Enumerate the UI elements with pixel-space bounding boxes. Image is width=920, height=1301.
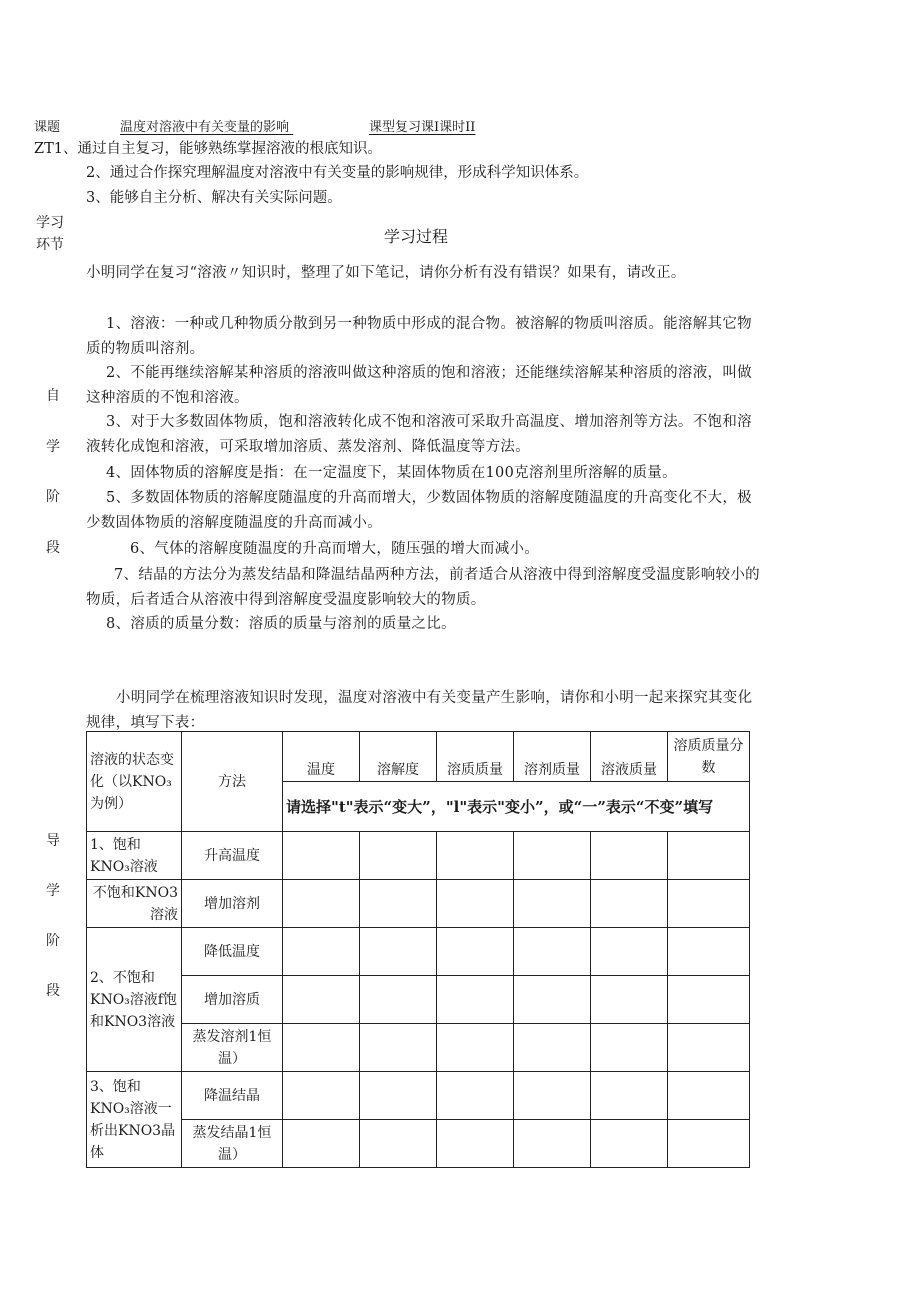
state-group-3: 3、饱和KNO₃溶液一析出KNO3晶体	[87, 1072, 182, 1168]
header-solvent-mass: 溶剂质量	[514, 732, 591, 782]
answer-cell[interactable]	[668, 1024, 750, 1072]
answer-cell[interactable]	[591, 1120, 668, 1168]
process-title: 学习过程	[384, 227, 449, 246]
answer-cell[interactable]	[360, 1024, 437, 1072]
answer-cell[interactable]	[360, 1120, 437, 1168]
header-solubility: 溶解度	[360, 732, 437, 782]
note-7: 7、结晶的方法分为蒸发结晶和降温结晶两种方法，前者适合从溶液中得到溶解度受温度影响较小的物质，后者适合从溶液中得到溶解度受温度影响较大的物质。	[86, 567, 760, 608]
objective-1: ZT1、通过自主复习，能够熟练掌握溶液的根底知识。	[34, 141, 382, 157]
note-2: 2、不能再继续溶解某种溶质的溶液叫做这种溶质的饱和溶液；还能继续溶解某种溶质的溶液，叫做这种溶质的不饱和溶液。	[86, 365, 752, 406]
answer-cell[interactable]	[514, 1024, 591, 1072]
header-temperature: 温度	[283, 732, 360, 782]
answer-cell[interactable]	[437, 832, 514, 880]
answer-cell[interactable]	[360, 832, 437, 880]
answer-cell[interactable]	[360, 880, 437, 928]
guide-intro: 小明同学在梳理溶液知识时发现，温度对溶液中有关变量产生影响，请你和小明一起来探究其变化规律，填写下表：	[86, 690, 753, 731]
header-solution-mass: 溶液质量	[591, 732, 668, 782]
method-raise-temp: 升高温度	[182, 832, 283, 880]
self-study-char-2: 学	[46, 439, 60, 455]
lesson-title: 温度对溶液中有关变量的影响	[120, 120, 290, 135]
guided-study-char-2: 学	[46, 883, 60, 899]
self-study-char-4: 段	[46, 540, 60, 556]
note-3: 3、对于大多数固体物质，饱和溶液转化成不饱和溶液可采取升高温度、增加溶剂等方法。不饱和溶液转化成饱和溶液，可采取增加溶质、蒸发溶剂、降低温度等方法。	[86, 414, 752, 455]
answer-cell[interactable]	[283, 1120, 360, 1168]
guided-study-char-4: 段	[46, 983, 60, 999]
method-lower-temp: 降低温度	[182, 928, 283, 976]
note-8: 8、溶质的质量分数：溶质的质量与溶剂的质量之比。	[106, 616, 456, 632]
answer-cell[interactable]	[437, 928, 514, 976]
answer-cell[interactable]	[668, 832, 750, 880]
answer-cell[interactable]	[514, 1120, 591, 1168]
answer-cell[interactable]	[283, 832, 360, 880]
state-group-1: 1、饱和KNO₃溶液	[87, 832, 182, 880]
note-4: 4、固体物质的溶解度是指：在一定温度下，某固体物质在100克溶剂里所溶解的质量。	[106, 465, 677, 481]
instruction-cell: 请选择"t"表示“变大”，"l"表示"变小”，或“一”表示“不变”填写	[283, 782, 750, 832]
header-mass-fraction: 溶质质量分数	[668, 732, 750, 782]
self-study-char-1: 自	[46, 388, 60, 404]
objective-2: 2、通过合作探究理解温度对溶液中有关变量的影响规律，形成科学知识体系。	[86, 165, 589, 181]
note-6: 6、气体的溶解度随温度的升高而增大，随压强的增大而减小。	[130, 541, 540, 557]
answer-cell[interactable]	[437, 1024, 514, 1072]
lesson-label: 课题	[34, 120, 61, 135]
lesson-type: 课型复习课I课时II	[369, 120, 476, 135]
answer-cell[interactable]	[591, 1072, 668, 1120]
guided-study-char-3: 阶	[46, 933, 60, 949]
answer-cell[interactable]	[283, 880, 360, 928]
answer-cell[interactable]	[668, 976, 750, 1024]
answer-cell[interactable]	[360, 1072, 437, 1120]
answer-cell[interactable]	[283, 1072, 360, 1120]
answer-cell[interactable]	[283, 976, 360, 1024]
method-add-solute: 增加溶质	[182, 976, 283, 1024]
header-method: 方法	[218, 773, 246, 790]
answer-cell[interactable]	[437, 1072, 514, 1120]
lesson-title-blank	[289, 120, 369, 135]
section-side-label: 学习 环节	[36, 215, 64, 253]
answer-cell[interactable]	[514, 1072, 591, 1120]
answer-cell[interactable]	[514, 880, 591, 928]
guided-study-char-1: 导	[46, 833, 60, 849]
answer-cell[interactable]	[514, 976, 591, 1024]
header-state: 溶液的状态变化（以KNO₃为例）	[90, 751, 174, 812]
header-state-cell	[87, 732, 182, 832]
method-evaporate-solvent: 蒸发溶剂1恒温）	[182, 1024, 283, 1072]
answer-cell[interactable]	[668, 1120, 750, 1168]
state-group-1b: 不饱和KNO3溶液	[87, 880, 182, 928]
answer-cell[interactable]	[437, 1120, 514, 1168]
answer-cell[interactable]	[668, 928, 750, 976]
answer-cell[interactable]	[437, 976, 514, 1024]
answer-cell[interactable]	[514, 832, 591, 880]
answer-cell[interactable]	[591, 1024, 668, 1072]
method-evaporation-crystallization: 蒸发结晶1恒温）	[182, 1120, 283, 1168]
intro-paragraph: 小明同学在复习“溶液〃知识时，整理了如下笔记，请你分析有没有错误？如果有，请改正。	[86, 265, 686, 281]
answer-cell[interactable]	[437, 880, 514, 928]
note-5: 5、多数固体物质的溶解度随温度的升高而增大，少数固体物质的溶解度随温度的升高变化不大，极少数固体物质的溶解度随温度的升高而减小。	[86, 490, 752, 531]
answer-cell[interactable]	[360, 928, 437, 976]
state-group-2: 2、不饱和KNO₃溶液f饱和KNO3溶液	[87, 928, 182, 1072]
answer-cell[interactable]	[283, 1024, 360, 1072]
answer-cell[interactable]	[591, 832, 668, 880]
variables-table	[86, 731, 750, 1168]
method-cooling-crystallization: 降温结晶	[182, 1072, 283, 1120]
answer-cell[interactable]	[668, 880, 750, 928]
header-solute-mass: 溶质质量	[437, 732, 514, 782]
self-study-char-3: 阶	[46, 489, 60, 505]
method-add-solvent: 增加溶剂	[182, 880, 283, 928]
answer-cell[interactable]	[591, 880, 668, 928]
answer-cell[interactable]	[283, 928, 360, 976]
answer-cell[interactable]	[668, 1072, 750, 1120]
lesson-header	[34, 116, 475, 135]
answer-cell[interactable]	[591, 928, 668, 976]
answer-cell[interactable]	[514, 928, 591, 976]
header-method-cell	[182, 732, 283, 832]
answer-cell[interactable]	[591, 976, 668, 1024]
note-1: 1、溶液：一种或几种物质分散到另一种物质中形成的混合物。被溶解的物质叫溶质。能溶解其它物质的物质叫溶剂。	[86, 316, 752, 357]
answer-cell[interactable]	[360, 976, 437, 1024]
objective-3: 3、能够自主分析、解决有关实际问题。	[86, 190, 342, 206]
